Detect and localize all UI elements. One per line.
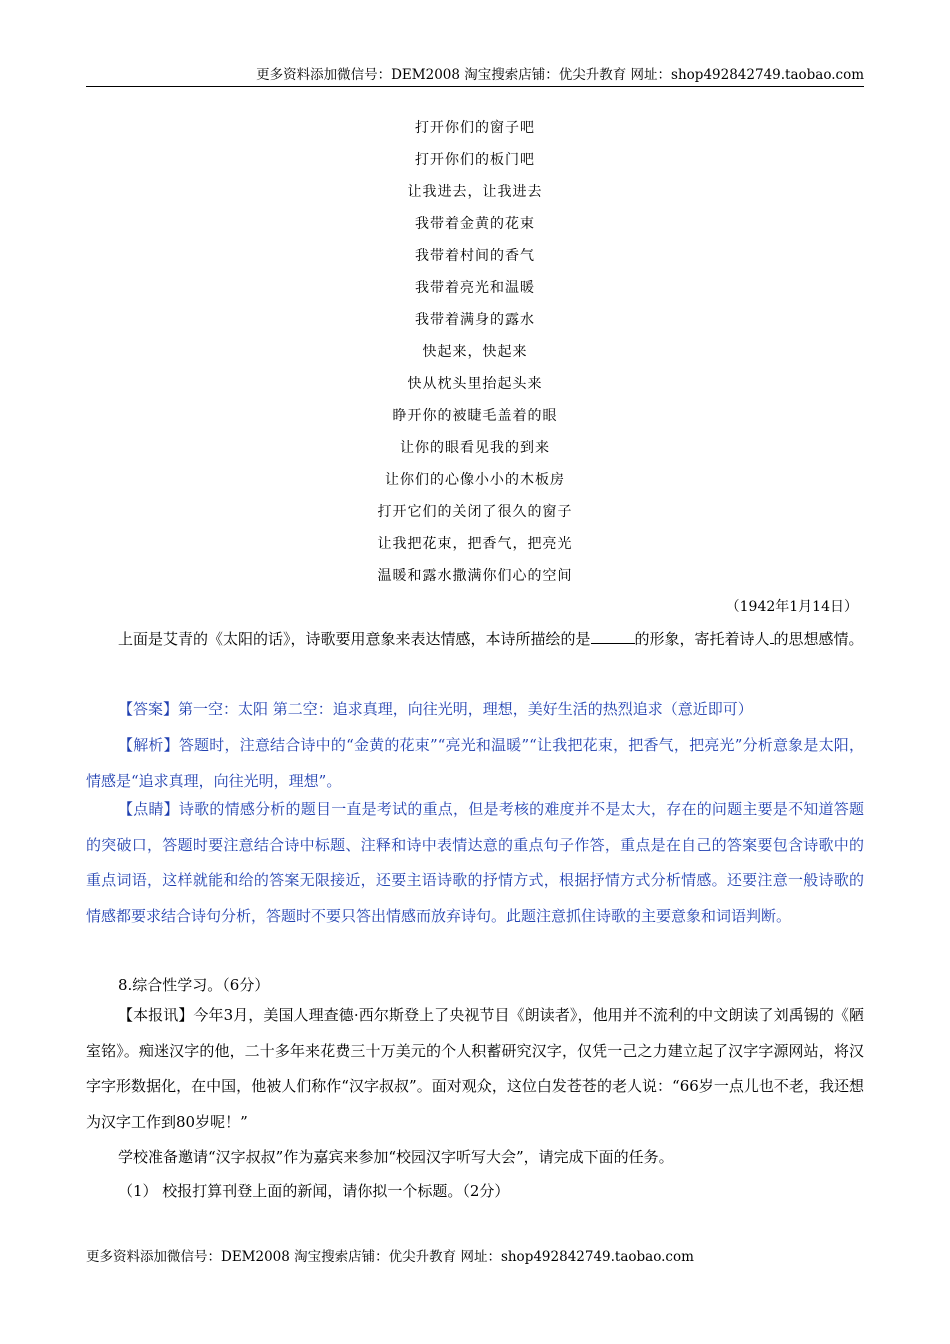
poem-line: 让你们的心像小小的木板房 <box>385 472 565 488</box>
poem-line: 让你的眼看见我的到来 <box>400 440 550 456</box>
answer-label: 【答案】 <box>118 700 179 718</box>
page-footer: 更多资料添加微信号：DEM2008 淘宝搜索店铺：优尖升教育 网址：shop492842749.taobao.com <box>86 1249 694 1265</box>
question-7 <box>86 622 864 658</box>
analysis-text: 答题时，注意结合诗中的“金黄的花束”“亮光和温暖”“让我把花束，把香气，把亮光”分析意象是太阳，情感是“追求真理，向往光明，理想”。 <box>86 736 864 790</box>
analysis-block <box>86 728 864 799</box>
comment-label: 【点睛】 <box>118 800 179 818</box>
question-8-title: 8.综合性学习。（6分） <box>118 976 270 994</box>
comment-text: 诗歌的情感分析的题目一直是考试的重点，但是考核的难度并不是太大，存在的问题主要是不知道答题的突破口，答题时要注意结合诗中标题、注释和诗中表情达意的重点句子作答，重点是在自己的答案要包含诗歌中的重点词语，这样就能和给的答案无限接近，还要主语诗歌的抒情方式，根据抒情方式分析情感。还要注意一般诗歌的情感都要求结合诗句分析，答题时不要只答出情感而放弃诗句。此题注意抓住诗歌的主要意象和词语判断。 <box>86 800 864 925</box>
answer-block <box>86 692 864 728</box>
task-text: 学校准备邀请“汉字叔叔”作为嘉宾来参加“校园汉字听写大会”，请完成下面的任务。 <box>118 1148 674 1166</box>
poem-line: 睁开你的被睫毛盖着的眼 <box>392 408 558 424</box>
news-paragraph: 【本报讯】今年3月，美国人理查德·西尔斯登上了央视节目《朗读者》，他用并不流利的中文朗读了刘禹锡的《陋室铭》。痴迷汉字的他，二十多年来花费三十万美元的个人积蓄研究汉字，仅凭一己之力建立起了汉字字源网站，将汉字字形数据化，在中国，他被人们称作“汉字叔叔”。面对观众，这位白发苍苍的老人说：“66岁一点儿也不老，我还想为汉字工作到80岁呢！” <box>86 1006 864 1131</box>
question-text-1: 上面是艾青的《太阳的话》，诗歌要用意象来表达情感，本诗所描绘的是 <box>118 630 591 648</box>
poem-line: 让我把花束，把香气，把亮光 <box>377 536 573 552</box>
poem-line: 温暖和露水撒满你们心的空间 <box>377 568 573 584</box>
poem-line: 我带着亮光和温暖 <box>415 280 535 296</box>
poem-line: 我带着满身的露水 <box>415 312 535 328</box>
poem-line: 打开你们的窗子吧 <box>415 120 535 136</box>
poem-line: 快起来，快起来 <box>422 344 528 360</box>
poem-line: 让我进去，让我进去 <box>407 184 543 200</box>
poem-line: 打开它们的关闭了很久的窗子 <box>377 504 573 520</box>
poem-line: 快从枕头里抬起头来 <box>407 376 543 392</box>
analysis-label: 【解析】 <box>118 736 179 754</box>
comment-block <box>86 792 864 934</box>
answer-text: 第一空：太阳 第二空：追求真理，向往光明，理想，美好生活的热烈追求（意近即可） <box>178 700 753 718</box>
question-text-3: 的思想感情。 <box>773 630 864 648</box>
poem-line: 我带着金黄的花束 <box>415 216 535 232</box>
question-text-2: 的形象，寄托着诗人 <box>634 630 770 648</box>
sub-question-1: （1） 校报打算刊登上面的新闻，请你拟一个标题。（2分） <box>118 1182 510 1200</box>
page-header: 更多资料添加微信号：DEM2008 淘宝搜索店铺：优尖升教育 网址：shop492842749.taobao.com <box>86 66 864 87</box>
answer-blank <box>591 629 635 644</box>
poem-line: 我带着村间的香气 <box>415 248 535 264</box>
poem-line: 打开你们的板门吧 <box>415 152 535 168</box>
poem-date: （1942年1月14日） <box>725 599 858 615</box>
poem <box>0 112 950 592</box>
